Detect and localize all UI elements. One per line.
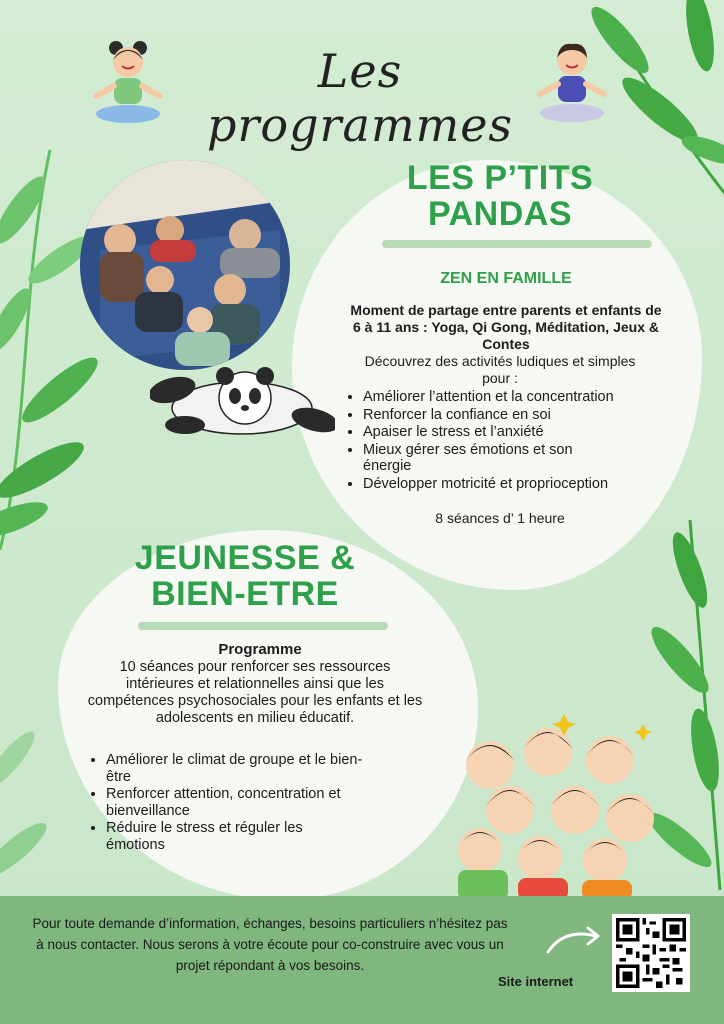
leaf-icon bbox=[0, 720, 60, 900]
list-item: • Mieux gérer ses émotions et son énergie bbox=[363, 442, 623, 475]
jeunesse-benefits-list bbox=[88, 752, 408, 854]
family-photo bbox=[80, 160, 290, 370]
meditating-boy-icon bbox=[530, 38, 614, 126]
list-item: • Renforcer la confiance en soi bbox=[363, 407, 675, 424]
meditating-girl-icon bbox=[86, 38, 170, 126]
list-item: • Réduire le stress et réguler les émotions bbox=[106, 820, 356, 853]
pandas-intro-plain: Découvrez des activités ludiques et simples pour : bbox=[364, 353, 636, 386]
jeunesse-heading-line1: JEUNESSE & bbox=[134, 539, 356, 577]
list-item: • Améliorer le climat de groupe et le bien-être bbox=[106, 752, 376, 785]
website-label: Site internet bbox=[498, 974, 574, 989]
list-item: • Améliorer l’attention et la concentration bbox=[363, 389, 675, 406]
list-item: • Apaiser le stress et l’anxiété bbox=[363, 424, 675, 441]
page-title: Les programmes bbox=[206, 44, 514, 152]
list-item: • Renforcer attention, concentration et bienveillance bbox=[106, 786, 406, 819]
pandas-heading-line1: LES P’TITS bbox=[406, 159, 594, 197]
pandas-benefits-list bbox=[345, 389, 675, 493]
jeunesse-heading bbox=[120, 540, 370, 612]
pandas-intro: Moment de partage entre parents et enfants de 6 à 11 ans : Yoga, Qi Gong, Méditation, Jeux & Contes bbox=[350, 302, 662, 352]
divider bbox=[382, 240, 652, 248]
panda-icon bbox=[150, 360, 335, 440]
program-title: Programme bbox=[218, 641, 302, 658]
pandas-heading-line2: PANDAS bbox=[427, 195, 573, 233]
pandas-duration: 8 séances d’ 1 heure bbox=[435, 510, 565, 526]
curved-arrow-icon bbox=[544, 924, 604, 958]
list-item: • Développer motricité et proprioception bbox=[363, 476, 675, 493]
pandas-subtitle: ZEN EN FAMILLE bbox=[440, 270, 572, 287]
contact-text: Pour toute demande d’information, échanges, besoins particuliers n’hésitez pas à nous contacter. Nous serons à votre écoute pour co-construire avec vous un projet répondant à vos besoins. bbox=[32, 916, 508, 973]
pandas-heading bbox=[385, 160, 615, 232]
children-group-icon bbox=[440, 710, 680, 900]
leaf-icon bbox=[0, 90, 100, 550]
jeunesse-heading-line2: BIEN-ETRE bbox=[151, 575, 339, 613]
divider bbox=[138, 622, 388, 630]
jeunesse-description: 10 séances pour renforcer ses ressources intérieures et relationnelles ainsi que les compétences psychosociales pour les enfants et les adolescents en milieu éducatif. bbox=[87, 659, 423, 726]
qr-code-icon[interactable] bbox=[612, 914, 690, 992]
